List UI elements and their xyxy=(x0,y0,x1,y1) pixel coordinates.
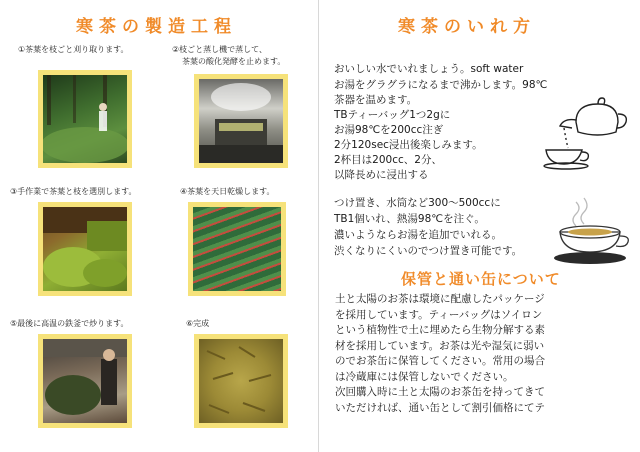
page-divider xyxy=(318,0,319,452)
step3-caption: ③手作業で茶葉と枝を選別します。 xyxy=(10,187,137,196)
step2-caption-line2: 茶葉の酸化発酵を止めます。 xyxy=(182,57,286,66)
step1-caption: ①茶葉を枝ごと刈り取ります。 xyxy=(18,45,129,54)
step3-photo-frame xyxy=(38,202,132,296)
step2-caption-line1: ②枝ごと蒸し機で蒸して、 xyxy=(172,45,268,54)
storage-title: 保管と通い缶について xyxy=(401,270,561,288)
roasting-pan-photo xyxy=(43,339,127,423)
brewing-line-8: 以降長めに浸出する xyxy=(334,169,429,181)
manufacturing-process-title: 寒茶の製造工程 xyxy=(76,17,237,37)
finished-tea-photo xyxy=(199,339,283,423)
brewing-method-title: 寒茶のいれ方 xyxy=(398,17,536,37)
storage-line-5: のでお茶缶に保管してください。常用の場合 xyxy=(335,355,545,367)
sun-drying-photo xyxy=(193,207,281,291)
storage-line-7: 次回購入時に土と太陽のお茶缶を持ってきて xyxy=(335,386,545,398)
step5-photo-frame xyxy=(38,334,132,428)
storage-line-3: という植物性で土に埋めたら生物分解する素 xyxy=(335,324,545,336)
storage-line-2: を採用しています。ティーバッグはソイロン xyxy=(335,308,543,321)
step5-caption: ⑤最後に高温の鉄釜で炒ります。 xyxy=(10,319,129,328)
storage-line-6: は冷蔵庫には保管しないでください。 xyxy=(335,370,514,383)
soak-line-1: つけ置き、水筒など300～500ccに xyxy=(334,197,501,209)
brewing-line-6: 2分120sec浸出後楽しみます。 xyxy=(334,139,483,151)
storage-line-1: 土と太陽のお茶は環境に配慮したパッケージ xyxy=(335,293,545,305)
step4-photo-frame xyxy=(188,202,286,296)
soak-line-4: 渋くなりにくいのでつけ置き可能です。 xyxy=(334,245,523,257)
sorting-leaves-photo xyxy=(43,207,127,291)
step6-caption: ⑥完成 xyxy=(186,319,210,328)
teapot-cup-icon xyxy=(542,92,628,170)
step1-photo-frame xyxy=(38,70,132,168)
soak-line-3: 濃いようならお湯を追加でいれる。 xyxy=(334,229,502,241)
tea-field-harvest-photo xyxy=(43,75,127,163)
brewing-line-3: 茶器を温めます。 xyxy=(334,94,418,106)
step4-caption: ④茶葉を天日乾燥します。 xyxy=(180,187,275,196)
step2-photo-frame xyxy=(194,74,288,168)
brewing-line-2: お湯をグラグラになるまで沸かします。98℃ xyxy=(334,79,548,91)
brewing-line-4: TBティーバッグ1つ2gに xyxy=(334,109,451,121)
brewing-line-7: 2杯目は200cc、2分、 xyxy=(334,154,442,166)
steaming-machine-photo xyxy=(199,79,283,163)
storage-body xyxy=(335,292,575,416)
storage-line-8: いただければ、通い缶として割引価格にてテ xyxy=(335,401,545,414)
soak-line-2: TB1個いれ、熱湯98℃を注ぐ。 xyxy=(334,213,485,225)
brewing-line-1: おいしい水でいれましょう。soft water xyxy=(334,63,524,75)
teacup-icon xyxy=(554,196,632,270)
brewing-line-5: お湯98℃を200cc注ぎ xyxy=(334,124,444,136)
storage-line-4: 材を採用しています。お茶は光や湿気に弱い xyxy=(335,339,545,352)
step6-photo-frame xyxy=(194,334,288,428)
